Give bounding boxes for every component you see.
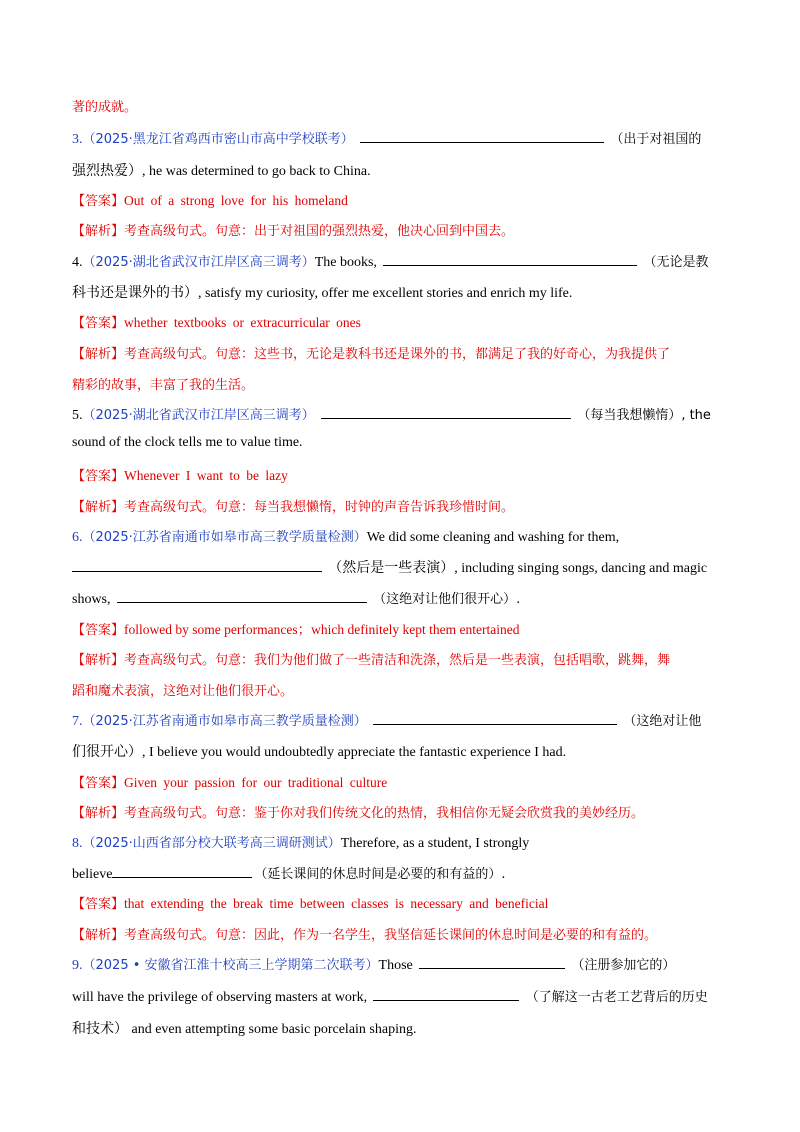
- prompt-text: （这绝对让他们很开心）.: [373, 592, 521, 607]
- answer-label: 【答案】: [72, 194, 125, 209]
- prompt-text: believe: [72, 867, 113, 882]
- question-source: （2025·湖北省武汉市江岸区高三调考）: [82, 255, 315, 270]
- explanation-text: 考查高级句式。句意：出于对祖国的强烈热爱，他决心回到中国去。: [124, 224, 515, 239]
- prompt-text: （注册参加它的）: [571, 958, 676, 973]
- question-8-line2: [72, 863, 506, 883]
- prompt-text: The books,: [314, 255, 377, 270]
- answer-blank[interactable]: [419, 956, 565, 969]
- explanation-8: [72, 924, 657, 943]
- answer-label: 【答案】: [72, 469, 125, 484]
- answer-label: 【答案】: [72, 897, 125, 912]
- question-source: （2025·江苏省南通市如皋市高三教学质量检测）: [82, 714, 367, 729]
- explanation-label: 【解析】: [72, 347, 125, 362]
- prompt-text: shows,: [72, 592, 111, 607]
- question-6: [72, 526, 619, 546]
- prompt-text: （延长课间的休息时间是必要的和有益的）.: [254, 867, 506, 882]
- prompt-text: （每当我想懒惰）, the: [577, 408, 711, 423]
- question-5: [72, 404, 711, 424]
- answer-blank[interactable]: [117, 590, 367, 603]
- prompt-text: will have the privilege of observing masters at work,: [72, 990, 368, 1005]
- question-4-line2: 科书还是课外的书）, satisfy my curiosity, offer me excellent stories and enrich my life.: [72, 286, 573, 301]
- explanation-text: 考查高级句式。句意：鉴于你对我们传统文化的热情，我相信你无疑会欣赏我的美妙经历。: [124, 806, 645, 821]
- question-5-line2: sound of the clock tells me to value time.: [72, 435, 303, 450]
- prompt-text: Therefore, as a student, I strongly: [340, 836, 530, 851]
- explanation-text: 考查高级句式。句意：我们为他们做了一些清洁和洗涤，然后是一些表演，包括唱歌，跳舞，舞: [124, 653, 671, 668]
- answer-text: followed by some performances；which definitely kept them entertained: [124, 622, 520, 637]
- prompt-text: （出于对祖国的: [610, 132, 702, 147]
- answer-label: 【答案】: [72, 776, 125, 791]
- explanation-label: 【解析】: [72, 224, 125, 239]
- explanation-4-line2: 精彩的故事，丰富了我的生活。: [72, 378, 255, 393]
- explanation-6-line2: 蹈和魔术表演，这绝对让他们很开心。: [72, 684, 294, 699]
- answer-4: [72, 312, 361, 331]
- question-source: （2025·山西省部分校大联考高三调研测试）: [82, 836, 341, 851]
- answer-3: [72, 190, 348, 209]
- question-7: [72, 710, 701, 730]
- explanation-3: [72, 220, 514, 239]
- explanation-5: [72, 496, 514, 515]
- question-8: [72, 832, 529, 852]
- explanation-7: [72, 802, 644, 821]
- question-3-line2: 强烈热爱）, he was determined to go back to China.: [72, 164, 371, 179]
- answer-6: [72, 618, 520, 638]
- question-number: 4.: [72, 255, 83, 270]
- answer-8: [72, 893, 548, 912]
- explanation-label: 【解析】: [72, 928, 125, 943]
- answer-blank[interactable]: [72, 559, 322, 572]
- question-number: 7.: [72, 714, 83, 729]
- prompt-text: （了解这一古老工艺背后的历史: [525, 990, 708, 1005]
- prompt-text: We did some cleaning and washing for them,: [366, 530, 620, 545]
- answer-blank[interactable]: [360, 130, 604, 143]
- answer-5: [72, 465, 288, 484]
- prompt-text: （无论是教: [643, 255, 709, 270]
- explanation-4: [72, 343, 670, 362]
- question-9-line3: 和技术） and even attempting some basic porcelain shaping.: [72, 1022, 417, 1037]
- question-number: 9.: [72, 958, 83, 973]
- answer-text: Out of a strong love for his homeland: [124, 193, 348, 208]
- intro-text: 著的成就。: [72, 100, 138, 115]
- question-source: （2025 • 安徽省江淮十校高三上学期第二次联考）: [82, 958, 379, 973]
- answer-7: [72, 772, 387, 791]
- answer-text: Given your passion for our traditional culture: [124, 775, 388, 790]
- question-7-line2: 们很开心）, I believe you would undoubtedly appreciate the fantastic experience I had.: [72, 745, 567, 760]
- answer-blank[interactable]: [373, 988, 519, 1001]
- explanation-label: 【解析】: [72, 653, 125, 668]
- question-6-line2: [72, 557, 707, 577]
- question-source: （2025·黑龙江省鸡西市密山市高中学校联考）: [82, 132, 354, 147]
- question-6-line3: [72, 588, 520, 608]
- answer-label: 【答案】: [72, 623, 125, 638]
- question-number: 8.: [72, 836, 83, 851]
- question-4: [72, 251, 709, 271]
- explanation-label: 【解析】: [72, 500, 125, 515]
- question-9: [72, 954, 675, 974]
- question-source: （2025·湖北省武汉市江岸区高三调考）: [82, 408, 315, 423]
- answer-blank[interactable]: [112, 865, 252, 878]
- question-number: 3.: [72, 132, 83, 147]
- explanation-text: 考查高级句式。句意：因此，作为一名学生，我坚信延长课间的休息时间是必要的和有益的。: [124, 928, 658, 943]
- question-number: 6.: [72, 530, 83, 545]
- explanation-text: 考查高级句式。句意：每当我想懒惰，时钟的声音告诉我珍惜时间。: [124, 500, 515, 515]
- prompt-text: Those: [378, 958, 413, 973]
- answer-text: Whenever I want to be lazy: [124, 468, 288, 483]
- prompt-text: （这绝对让他: [623, 714, 702, 729]
- question-9-line2: [72, 986, 708, 1006]
- prompt-text: （然后是一些表演）, including singing songs, dancing and magic: [328, 561, 708, 576]
- answer-text: whether textbooks or extracurricular ones: [124, 315, 361, 330]
- question-source: （2025·江苏省南通市如皋市高三教学质量检测）: [82, 530, 367, 545]
- answer-text: that extending the break time between classes is necessary and beneficial: [124, 896, 549, 911]
- answer-blank[interactable]: [383, 253, 637, 266]
- answer-blank[interactable]: [373, 712, 617, 725]
- answer-label: 【答案】: [72, 316, 125, 331]
- question-3: [72, 128, 701, 148]
- answer-blank[interactable]: [321, 406, 571, 419]
- explanation-label: 【解析】: [72, 806, 125, 821]
- explanation-text: 考查高级句式。句意：这些书，无论是教科书还是课外的书，都满足了我的好奇心，为我提供了: [124, 347, 671, 362]
- question-number: 5.: [72, 408, 83, 423]
- explanation-6: [72, 649, 670, 668]
